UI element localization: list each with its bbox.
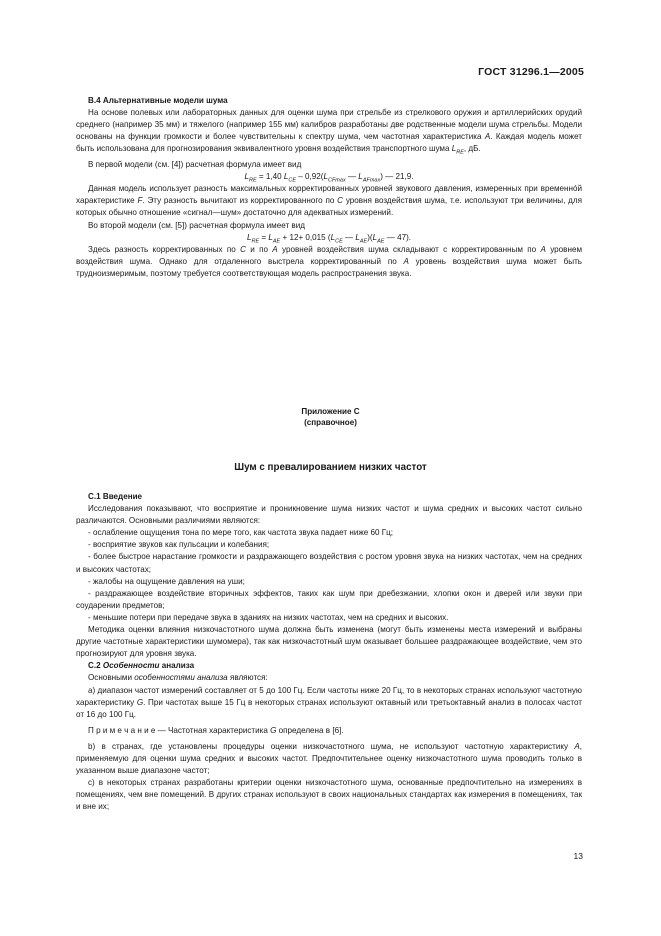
- standard-code: ГОСТ 31296.1—2005: [478, 66, 584, 78]
- formula-1: $L_{RE} = 1,40$ $L_{CE} - 0,92(L_{CFmax}$ — $L_{AFmax}$) — 21,9.: [244, 172, 414, 184]
- bullet-item: - ослабление ощущения тона по мере того, как частота звука падает ниже 60 Гц;: [88, 528, 394, 538]
- section-b4-paragraph-5: Здесь разность корректированных по C и по A уровней воздействия шума складывают с корректированным по A уровнем воздействия шума. Однако для отдаленного выстрела корректированный по A уровень воздействия шума может быть трудноизмеримым, поэтому требуется соответствующая модель распространения звука.: [76, 244, 583, 278]
- section-b4-paragraph-1: На основе полевых или лабораторных данных для оценки шума при стрельбе из стрелкового оружия и артиллерийских орудий среднего (например 35 мм) и тяжелого (например 155 мм) калибров разработаны две родственные модели шума стрельбы. Модели основаны на функции громкости и более чувствительны к спектру шума, чем частотная характеристика A. Каждая модель может быть использована для прогнозирования эквивалентного уровня воздействия транспортного шума $L_{RE}$, дБ.: [76, 108, 583, 156]
- section-c2-title: C.2 Особенности анализа: [88, 661, 195, 671]
- section-c1-paragraph-2: Методика оценки влияния низкочастотного шума должна быть изменена (могут быть изменены места измерений и выбраны другие частотные характеристики шумомера), так как низкочастотный шум оказывает большее раздражающее воздействие, чем это прогнозируют для уровня звука.: [76, 625, 582, 659]
- formula-2: $L_{RE} = L_{AE} + 12+ 0,015$ ($L_{CE}$ — $L_{AE})(L_{AE}$ — 47).: [246, 232, 412, 245]
- appendix-type: (справочное): [304, 418, 357, 427]
- section-b4-paragraph-4: Во второй модели (см. [5]) расчетная формула имеет вид: [88, 220, 305, 230]
- list-item-b: b) в странах, где установлены процедуры оценки низкочастотного шума, не используют частотную характеристику A, применяемую для оценки шума средних и высоких частот. Предпочтительнее оценку низкочастотного шума проводить только в указанном выше диапазоне частот;: [76, 741, 583, 776]
- bullet-item: - жалобы на ощущение давления на уши;: [88, 576, 245, 586]
- appendix-label: Приложение C: [301, 407, 360, 416]
- bullet-item: - меньшие потери при передаче звука в зданиях на низких частотах, чем на средних и высоких.: [88, 612, 449, 622]
- list-item-c: c) в некоторых странах разработаны критерии оценки низкочастотного шума, основанные предпочтительно на измерениях в помещениях, чем вне помещений. В других странах используют в своих национальных стандартах как измерения в помещениях, так и вне их;: [76, 778, 582, 812]
- appendix-heading: [0, 406, 661, 428]
- section-c2-intro: Основными особенностями анализа являются:: [88, 673, 268, 683]
- section-c1-paragraph-1: Исследования показывают, что восприятие и проникновение шума низких частот и шума средних и высоких частот сильно различаются. Основными различиями являются:: [76, 504, 582, 526]
- chapter-title: Шум с превалированием низких частот: [234, 462, 427, 473]
- section-c: [76, 491, 582, 813]
- section-b4-paragraph-3: Данная модель использует разность максимальных корректированных уровней звукового давления, измеренных при временнóй характеристике F. Эту разность вычитают из корректированного по C уровня воздействия шума, т.е. используют три величины, для которых обычно отношение «сигнал—шум» достаточно для адекватных измерений.: [76, 184, 582, 218]
- bullet-item: - восприятие звуков как пульсации и колебания;: [88, 540, 270, 550]
- page-number: 13: [573, 851, 583, 861]
- bullet-item: - более быстрое нарастание громкости и раздражающего воздействия с ростом уровня звука на низких частотах, чем на средних и высоких частотах;: [76, 552, 582, 574]
- section-b4: [76, 95, 582, 280]
- section-b4-paragraph-2: В первой модели (см. [4]) расчетная формула имеет вид: [88, 160, 302, 170]
- list-item-a: а) диапазон частот измерений составляет от 5 до 100 Гц. Если частоты ниже 20 Гц, то в некоторых странах используют частотную характеристику G. При частотах выше 15 Гц в некоторых странах используют октавный или третьоктавный анализ в полосах частот от 16 до 100 Гц.: [76, 685, 582, 719]
- bullet-item: - раздражающее воздействие вторичных эффектов, таких как шум при дребезжании, хлопки окон и дверей или звуки при соударении предметов;: [76, 588, 582, 610]
- note: П р и м е ч а н и е — Частотная характеристика G определена в [6].: [88, 725, 344, 735]
- section-b4-title: B.4 Альтернативные модели шума: [88, 96, 228, 105]
- section-c1-title: C.1 Введение: [88, 492, 143, 501]
